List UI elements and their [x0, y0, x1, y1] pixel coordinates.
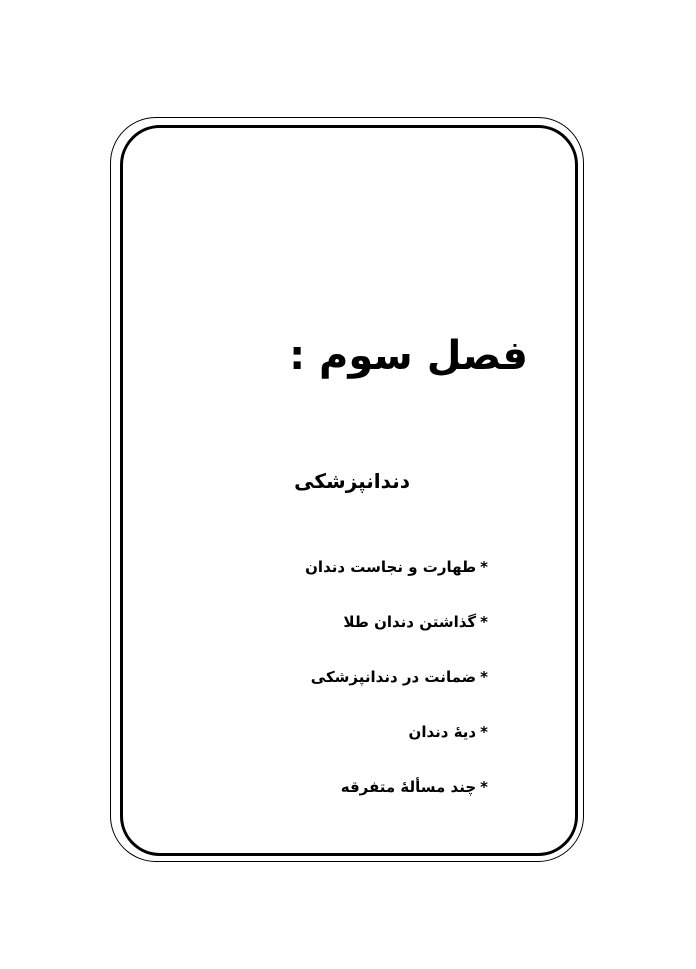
chapter-title: فصل سوم :: [289, 333, 528, 379]
star-bullet-icon: *: [480, 778, 488, 796]
topic-label: چند مسألهٔ متفرقه: [340, 778, 477, 796]
topic-label: ضمانت در دندانپزشکی: [310, 668, 477, 686]
chapter-subtitle: دندانپزشکی: [294, 469, 410, 493]
star-bullet-icon: *: [480, 668, 488, 686]
topic-item: [305, 662, 488, 717]
topic-list: [305, 552, 488, 827]
topic-item: [305, 607, 488, 662]
topic-item: [305, 717, 488, 772]
star-bullet-icon: *: [480, 613, 488, 631]
topic-label: دیهٔ دندان: [408, 723, 477, 741]
topic-label: گذاشتن دندان طلا: [343, 613, 477, 631]
topic-label: طهارت و نجاست دندان: [305, 558, 477, 576]
topic-item: [305, 772, 488, 827]
star-bullet-icon: *: [480, 558, 488, 576]
topic-item: [305, 552, 488, 607]
star-bullet-icon: *: [480, 723, 488, 741]
